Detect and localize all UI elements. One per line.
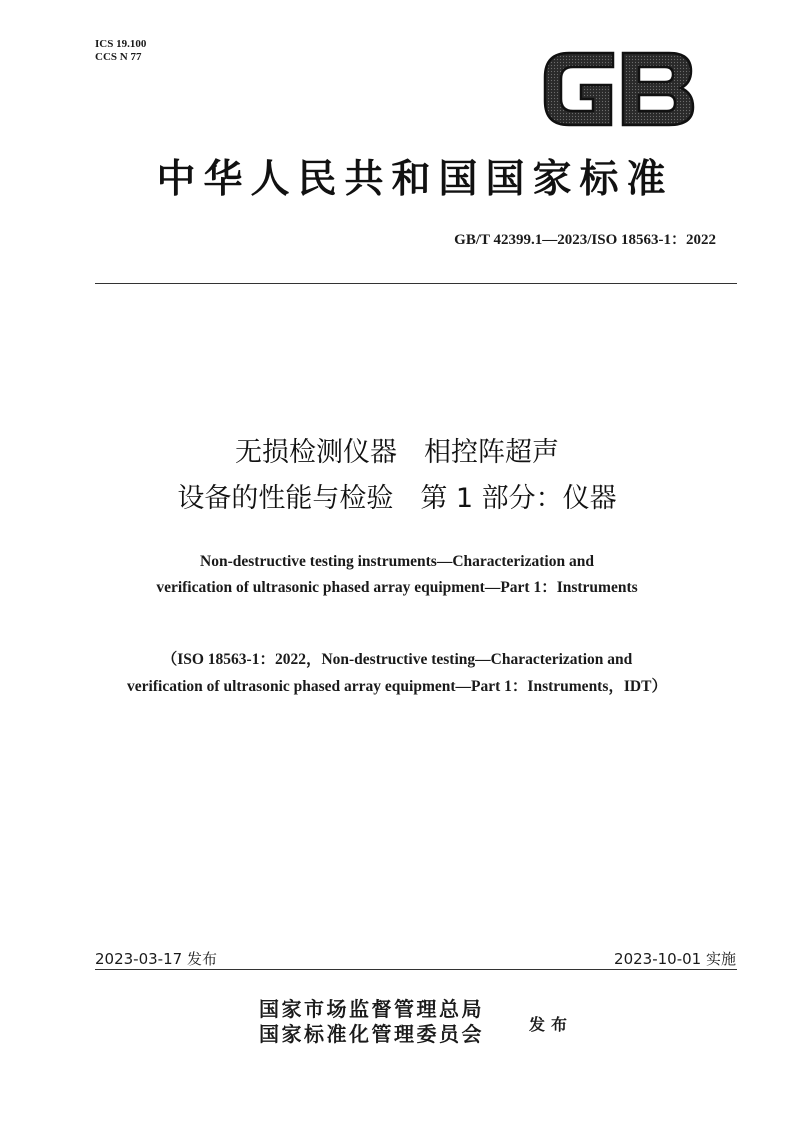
ics-code: ICS 19.100	[95, 38, 147, 50]
gb-logo	[541, 49, 695, 129]
standard-number: GB/T 42399.1—2023/ISO 18563-1：2022	[454, 232, 716, 248]
svg-text:GB: GB	[541, 49, 543, 50]
gb-logo-graphic	[541, 49, 695, 129]
publish-label: 发布	[529, 1015, 574, 1034]
chinese-title-line-2: 设备的性能与检验 第 1 部分：仪器	[177, 483, 617, 514]
header-divider	[95, 283, 737, 284]
adoption-note-line-1: （ISO 18563-1：2022，Non-destructive testing—Characterization and	[161, 651, 633, 668]
ccs-code: CCS N 77	[95, 51, 142, 63]
english-title-line-1: Non-destructive testing instruments—Characterization and	[200, 553, 594, 570]
adoption-note-line-2: verification of ultrasonic phased array equipment—Part 1：Instruments，IDT）	[127, 678, 667, 695]
standard-type-heading: 中华人民共和国国家标准	[156, 157, 674, 202]
issuer-line-2: 国家标准化管理委员会	[259, 1022, 484, 1046]
implementation-date: 2023-10-01 实施	[614, 950, 736, 968]
english-title-line-2: verification of ultrasonic phased array equipment—Part 1：Instruments	[156, 579, 638, 596]
chinese-title-line-1: 无损检测仪器 相控阵超声	[235, 437, 559, 468]
footer-divider	[95, 969, 737, 970]
issue-date: 2023-03-17 发布	[95, 950, 217, 968]
issuer-line-1: 国家市场监督管理总局	[259, 997, 484, 1021]
classification-codes	[95, 38, 146, 64]
